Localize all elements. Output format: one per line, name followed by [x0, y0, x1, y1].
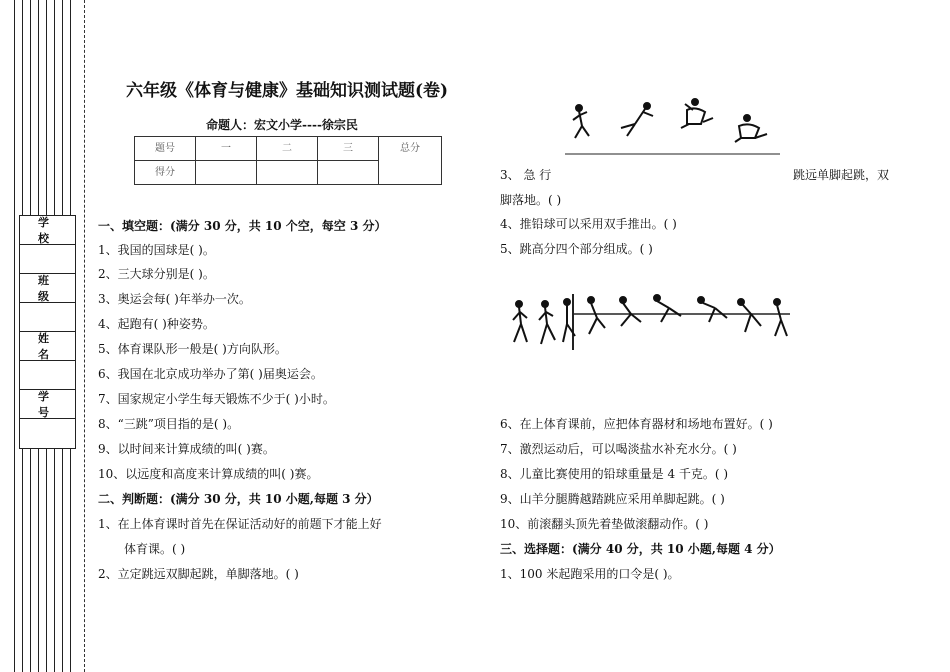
score-cell: 三 — [318, 137, 379, 161]
section-1-heading: 一、填空题：(满分 30 分，共 10 个空，每空 3 分） — [98, 219, 387, 233]
high-jump-figure — [698, 297, 727, 322]
fill-question-2: 2、三大球分别是( )。 — [98, 267, 215, 281]
binding-dashed-line — [84, 0, 85, 672]
fill-question-6: 6、我国在北京成功举办了第( )届奥运会。 — [98, 367, 323, 381]
high-jump-figure — [654, 295, 681, 322]
student-id-field[interactable] — [20, 419, 75, 448]
section-2-heading: 二、判断题：(满分 30 分，共 10 小题,每题 3 分） — [98, 492, 379, 506]
judge-question-3-c: 脚落地。( ) — [500, 193, 562, 207]
high-jump-figure — [774, 299, 787, 336]
judge-question-10: 10、前滚翻头顶先着垫做滚翻动作。( ) — [500, 517, 709, 531]
judge-question-3-b: 跳远单脚起跳，双 — [793, 168, 890, 182]
high-jump-figure — [588, 297, 605, 334]
fill-question-3: 3、奥运会每( )年举办一次。 — [98, 292, 251, 306]
judge-question-8: 8、儿童比赛使用的铅球重量是 4 千克。( ) — [500, 467, 729, 481]
fill-question-4: 4、起跑有( )种姿势。 — [98, 317, 215, 331]
long-jump-figure — [681, 99, 713, 128]
score-cell-total: 总分 — [379, 137, 442, 185]
judge-question-2: 2、立定跳远双脚起跳，单脚落地。( ) — [98, 567, 299, 581]
judge-question-6: 6、在上体育课前，应把体育器材和场地布置好。( ) — [500, 417, 773, 431]
high-jump-figure — [620, 297, 641, 326]
long-jump-figure — [735, 115, 767, 142]
fill-question-10: 10、以远度和高度来计算成绩的叫( )赛。 — [98, 467, 319, 481]
judge-question-9: 9、山羊分腿腾越踏跳应采用单脚起跳。( ) — [500, 492, 725, 506]
long-jump-figure — [621, 103, 653, 136]
school-label: 学 校 — [20, 216, 75, 245]
fill-question-7: 7、国家规定小学生每天锻炼不少于( )小时。 — [98, 392, 335, 406]
fill-question-5: 5、体育课队形一般是( )方向队形。 — [98, 342, 287, 356]
class-label: 班 级 — [20, 274, 75, 303]
fill-question-9: 9、以时间来计算成绩的叫( )赛。 — [98, 442, 275, 456]
choice-question-1: 1、100 米起跑采用的口令是( )。 — [500, 567, 680, 581]
score-input-cell[interactable] — [257, 161, 318, 185]
high-jump-figure — [738, 299, 761, 332]
long-jump-illustration — [565, 98, 785, 158]
high-jump-figure — [539, 301, 555, 344]
score-cell: 题号 — [135, 137, 196, 161]
author-line: 命题人：宏文小学----徐宗民 — [206, 118, 358, 132]
judge-question-4: 4、推铅球可以采用双手推出。( ) — [500, 217, 677, 231]
binding-line-1 — [14, 0, 15, 672]
score-cell: 一 — [196, 137, 257, 161]
class-field[interactable] — [20, 303, 75, 332]
high-jump-figure — [513, 301, 527, 342]
score-cell: 二 — [257, 137, 318, 161]
school-field[interactable] — [20, 245, 75, 274]
score-cell: 得分 — [135, 161, 196, 185]
judge-question-1: 1、在上体育课时首先在保证活动好的前题下才能上好 — [98, 517, 382, 531]
student-info-box — [19, 215, 76, 449]
name-label: 姓 名 — [20, 332, 75, 361]
judge-question-1-cont: 体育课。( ) — [124, 542, 186, 556]
judge-question-5: 5、跳高分四个部分组成。( ) — [500, 242, 653, 256]
score-input-cell[interactable] — [318, 161, 379, 185]
fill-question-1: 1、我国的国球是( )。 — [98, 243, 215, 257]
high-jump-illustration — [505, 292, 795, 352]
long-jump-figure — [573, 105, 589, 138]
judge-question-3-a: 3、 急 行 — [500, 168, 552, 182]
score-input-cell[interactable] — [196, 161, 257, 185]
student-id-label: 学 号 — [20, 390, 75, 419]
section-3-heading: 三、选择题：(满分 40 分，共 10 小题,每题 4 分） — [500, 542, 781, 556]
name-field[interactable] — [20, 361, 75, 390]
fill-question-8: 8、“三跳”项目指的是( )。 — [98, 417, 240, 431]
page-title: 六年级《体育与健康》基础知识测试题(卷) — [126, 81, 449, 101]
judge-question-7: 7、激烈运动后，可以喝淡盐水补充水分。( ) — [500, 442, 737, 456]
score-table — [134, 136, 442, 185]
score-table-header-row — [135, 137, 442, 161]
